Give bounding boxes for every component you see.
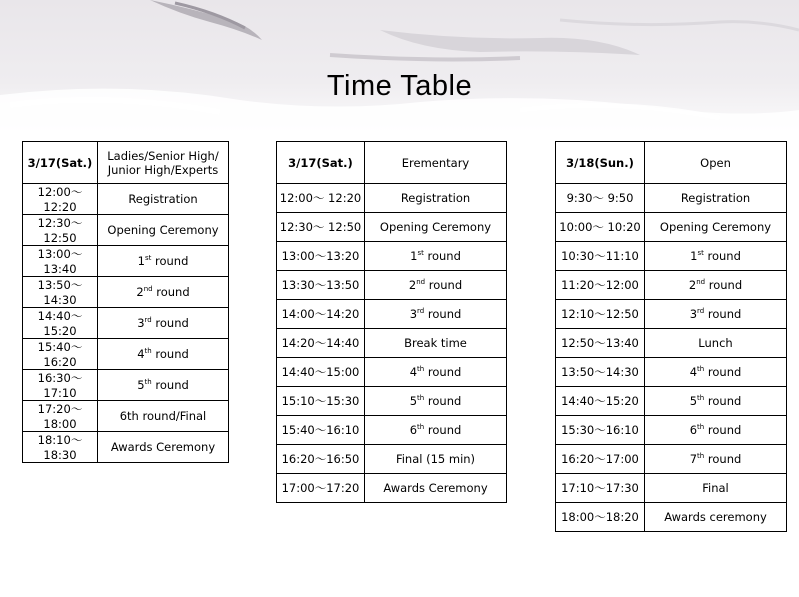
time-cell: 13:50～14:30 xyxy=(23,277,98,308)
time-cell: 13:00～13:20 xyxy=(277,242,365,271)
event-cell xyxy=(645,242,787,271)
table-row xyxy=(556,300,787,329)
table-row xyxy=(277,445,507,474)
ordinal-suffix: st xyxy=(417,249,424,258)
event-label: 4 xyxy=(689,365,698,379)
time-cell: 12:30～12:50 xyxy=(23,215,98,246)
event-suffix: round xyxy=(151,378,189,392)
event-suffix: round xyxy=(424,423,462,437)
time-cell: 15:40～16:20 xyxy=(23,339,98,370)
table-row xyxy=(23,308,229,339)
event-label: Final xyxy=(702,481,729,495)
table-row xyxy=(277,300,507,329)
event-label: 1 xyxy=(690,249,698,263)
ordinal-suffix: th xyxy=(144,347,152,356)
table-row xyxy=(277,474,507,503)
date-header: 3/18(Sun.) xyxy=(556,142,645,184)
time-cell: 14:40～15:20 xyxy=(556,387,645,416)
event-cell xyxy=(645,474,787,503)
time-cell: 13:30～13:50 xyxy=(277,271,365,300)
event-suffix: round xyxy=(424,365,462,379)
time-cell: 15:40～16:10 xyxy=(277,416,365,445)
table-row xyxy=(23,432,229,463)
event-label: Registration xyxy=(680,191,751,205)
table-row xyxy=(23,215,229,246)
time-cell: 14:40～15:20 xyxy=(23,308,98,339)
event-cell xyxy=(645,184,787,213)
event-cell xyxy=(645,445,787,474)
time-cell: 11:20～12:00 xyxy=(556,271,645,300)
event-cell xyxy=(365,387,507,416)
event-label: 3 xyxy=(137,316,145,330)
event-cell xyxy=(98,184,229,215)
event-cell xyxy=(98,401,229,432)
time-cell: 13:00～13:40 xyxy=(23,246,98,277)
table-row xyxy=(23,246,229,277)
event-cell xyxy=(645,213,787,242)
time-cell: 14:20～14:40 xyxy=(277,329,365,358)
ordinal-suffix: th xyxy=(697,423,705,432)
time-cell: 12:00～ 12:20 xyxy=(23,184,98,215)
table-row xyxy=(277,358,507,387)
event-cell xyxy=(365,242,507,271)
event-cell xyxy=(98,308,229,339)
event-cell xyxy=(98,432,229,463)
time-cell: 10:00～ 10:20 xyxy=(556,213,645,242)
event-suffix: round xyxy=(423,249,461,263)
time-cell: 12:30～ 12:50 xyxy=(277,213,365,242)
table-row xyxy=(23,401,229,432)
table-row xyxy=(23,339,229,370)
event-cell xyxy=(645,416,787,445)
table-row xyxy=(277,416,507,445)
time-cell: 13:50～14:30 xyxy=(556,358,645,387)
table-row xyxy=(23,370,229,401)
date-header: 3/17(Sat.) xyxy=(23,142,98,184)
event-suffix: round xyxy=(704,365,742,379)
event-label: 3 xyxy=(689,307,698,321)
time-cell: 16:20～17:00 xyxy=(556,445,645,474)
page-title: Time Table xyxy=(326,70,473,102)
table-row xyxy=(23,184,229,215)
event-label: 3 xyxy=(409,307,418,321)
table-row xyxy=(277,213,507,242)
time-cell: 12:50～13:40 xyxy=(556,329,645,358)
table-row xyxy=(556,387,787,416)
event-label: 5 xyxy=(409,394,418,408)
table-row xyxy=(277,271,507,300)
ordinal-suffix: rd xyxy=(417,307,425,316)
event-cell xyxy=(365,416,507,445)
table-row xyxy=(556,416,787,445)
table-row xyxy=(277,242,507,271)
time-cell: 16:20～16:50 xyxy=(277,445,365,474)
schedule-table-open xyxy=(555,141,787,532)
event-suffix: round xyxy=(425,278,463,292)
event-cell xyxy=(645,358,787,387)
table-row xyxy=(277,387,507,416)
event-label: 1 xyxy=(137,254,145,268)
ordinal-suffix: th xyxy=(417,394,425,403)
category-header: Erementary xyxy=(365,142,507,184)
time-cell: 17:20～18:00 xyxy=(23,401,98,432)
event-suffix: round xyxy=(704,423,742,437)
ordinal-suffix: nd xyxy=(416,278,426,287)
ordinal-suffix: th xyxy=(697,365,705,374)
event-label: 4 xyxy=(137,347,145,361)
time-cell: 12:00～ 12:20 xyxy=(277,184,365,213)
table-row xyxy=(556,242,787,271)
table-header-row xyxy=(277,142,507,184)
event-suffix: round xyxy=(151,347,189,361)
event-label: 2 xyxy=(688,278,697,292)
event-suffix: round xyxy=(704,307,742,321)
table-row xyxy=(556,271,787,300)
event-cell xyxy=(98,339,229,370)
time-cell: 10:30～11:10 xyxy=(556,242,645,271)
time-cell: 18:10～18:30 xyxy=(23,432,98,463)
event-label: Registration xyxy=(128,192,198,206)
event-label: 4 xyxy=(409,365,418,379)
table-row xyxy=(556,329,787,358)
event-suffix: round xyxy=(151,316,189,330)
time-cell: 17:00～17:20 xyxy=(277,474,365,503)
event-label: 5 xyxy=(137,378,145,392)
event-label: 2 xyxy=(136,285,144,299)
time-cell: 15:30～16:10 xyxy=(556,416,645,445)
table-row xyxy=(556,358,787,387)
time-cell: 14:40～15:00 xyxy=(277,358,365,387)
event-label: 6th round/Final xyxy=(119,409,207,423)
table-row xyxy=(556,213,787,242)
ordinal-suffix: th xyxy=(144,378,152,387)
event-label: Break time xyxy=(404,336,467,350)
time-cell: 18:00～18:20 xyxy=(556,503,645,532)
ordinal-suffix: th xyxy=(697,452,705,461)
time-cell: 9:30～ 9:50 xyxy=(556,184,645,213)
time-cell: 17:10～17:30 xyxy=(556,474,645,503)
event-label: Opening Ceremony xyxy=(659,220,772,234)
event-label: Registration xyxy=(400,191,471,205)
table-header-row xyxy=(556,142,787,184)
event-label: Opening Ceremony xyxy=(107,223,219,237)
event-suffix: round xyxy=(424,394,462,408)
time-cell: 14:00～14:20 xyxy=(277,300,365,329)
ordinal-suffix: st xyxy=(697,249,704,258)
time-cell: 15:10～15:30 xyxy=(277,387,365,416)
event-label: 2 xyxy=(408,278,417,292)
event-suffix: round xyxy=(424,307,462,321)
event-cell xyxy=(98,246,229,277)
ordinal-suffix: th xyxy=(697,394,705,403)
ordinal-suffix: th xyxy=(417,423,425,432)
event-cell xyxy=(645,329,787,358)
table-row xyxy=(556,474,787,503)
event-label: 6 xyxy=(689,423,698,437)
event-label: 6 xyxy=(409,423,418,437)
event-cell xyxy=(365,213,507,242)
event-suffix: round xyxy=(704,452,742,466)
ordinal-suffix: rd xyxy=(697,307,705,316)
table-row xyxy=(556,503,787,532)
event-cell xyxy=(645,271,787,300)
event-label: Awards Ceremony xyxy=(383,481,488,495)
event-cell xyxy=(365,474,507,503)
ordinal-suffix: th xyxy=(417,365,425,374)
event-suffix: round xyxy=(704,394,742,408)
table-header-row xyxy=(23,142,229,184)
event-cell xyxy=(365,184,507,213)
event-label: Opening Ceremony xyxy=(379,220,492,234)
event-label: Final (15 min) xyxy=(395,452,476,466)
schedule-table-ladies xyxy=(22,141,229,463)
event-cell xyxy=(98,370,229,401)
category-header: Ladies/Senior High/ Junior High/Experts xyxy=(98,142,229,184)
table-row xyxy=(23,277,229,308)
event-suffix: round xyxy=(705,278,743,292)
event-cell xyxy=(365,358,507,387)
table-row xyxy=(556,445,787,474)
event-suffix: round xyxy=(151,254,189,268)
ordinal-suffix: nd xyxy=(143,285,153,294)
time-cell: 12:10～12:50 xyxy=(556,300,645,329)
ordinal-suffix: nd xyxy=(696,278,706,287)
event-label: 5 xyxy=(689,394,698,408)
event-suffix: round xyxy=(703,249,741,263)
event-cell xyxy=(365,300,507,329)
event-suffix: round xyxy=(152,285,190,299)
event-label: Awards Ceremony xyxy=(110,440,216,454)
event-cell xyxy=(365,329,507,358)
table-row xyxy=(556,184,787,213)
time-cell: 16:30～17:10 xyxy=(23,370,98,401)
event-label: 1 xyxy=(410,249,418,263)
event-cell xyxy=(365,271,507,300)
event-cell xyxy=(98,277,229,308)
event-label: 7 xyxy=(689,452,698,466)
event-cell xyxy=(645,387,787,416)
ordinal-suffix: rd xyxy=(144,316,152,325)
event-label: Lunch xyxy=(698,336,733,350)
date-header: 3/17(Sat.) xyxy=(277,142,365,184)
category-header: Open xyxy=(645,142,787,184)
schedule-table-elementary xyxy=(276,141,507,503)
ordinal-suffix: st xyxy=(144,254,152,263)
event-cell xyxy=(98,215,229,246)
event-cell xyxy=(645,300,787,329)
table-row xyxy=(277,329,507,358)
table-row xyxy=(277,184,507,213)
event-cell xyxy=(365,445,507,474)
event-label: Awards ceremony xyxy=(664,510,767,524)
event-cell xyxy=(645,503,787,532)
